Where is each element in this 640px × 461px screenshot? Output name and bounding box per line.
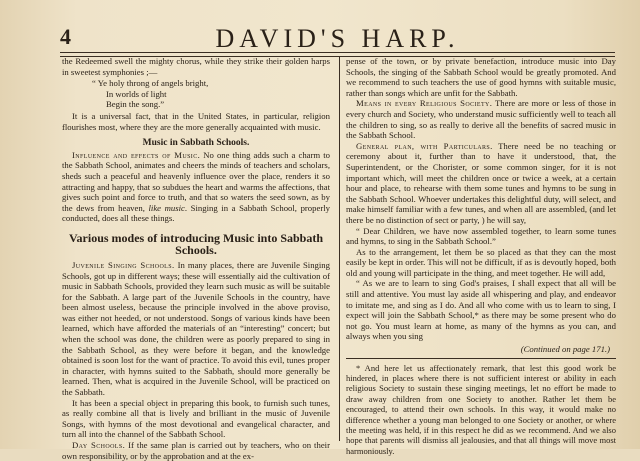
running-title: DAVID'S HARP. [215, 24, 460, 53]
left-column [62, 56, 330, 461]
paragraph: It has been a special object in preparing this book, to furnish such tunes, as really combine all that is lively and brilliant in the music of Juvenile Songs, with hymns of the most devotional and evangelical character, and turn all into the channel of the Sabbath School. [62, 397, 330, 440]
opening-text: the Redeemed swell the mighty chorus, while they strike their golden harps in sweetest symphonies ;— [62, 56, 330, 77]
continued-note: (Continued on page 171.) [520, 344, 610, 355]
verse-line: Begin the song.” [106, 99, 165, 110]
paragraph: Means in every Religious Society. There are more or less of those in every church and Society, who understand music sufficiently well to teach all the children to sing, so as really to derive all the benefits of sacred music in the Sabbath School. [346, 98, 616, 141]
paragraph: Day Schools. If the same plan is carried out by teachers, who on their own responsibility, or by the approbation and at the ex- [62, 440, 330, 461]
paragraph: Juvenile Singing Schools. In many places, there are Juvenile Singing Schools, got up in different ways; these will essentially aid the cultivation of music in Sabbath Schools, provided they learn such music as will be suitable for the Sabbath. A large part of the Juvenile Schools in the country, have been almost useless, because the principle involved in the above proviso, was either not heeded, or not understood. Songs of various kinds have been learned, which have afforded the materials of an “interesting” concert; but when the school was done, the children were as poorly prepared to sing in the Sabbath School, as they were before it began, and the knowledge obtained is soon lost for the want of practice. To avoid this evil, tunes proper in character, with hymns suited to the Sabbath, should more generally be learned. Then, what is acquired in the Juvenile School, will be practiced on the Sabbath. [62, 259, 330, 398]
right-column [346, 56, 616, 456]
paragraph: General plan, with Particulars. There need be no teaching or ceremony about it, further than to have it understood, that, the Superintendent, or the Chorister, or some common singer, for it is not important which, will meet the children once or twice a week, at a certain hour and place, to rehearse with them some tunes and hymns to be sung in the Sabbath School. Whoever undertakes this delightful duty, will select, and make himself familiar with a few tunes, and when all are assembled, (and let there be no distinction of sect or party, ) he will say, [346, 140, 616, 225]
paragraph-lead: General plan, with Particulars. [356, 140, 493, 151]
paragraph-lead: Influence and effects of Music. [72, 149, 201, 160]
page-header [60, 24, 615, 54]
paragraph: As to the arrangement, let them be so placed as that they can the most easily be kept in order. This will not be difficult, if as is devoutly hoped, both old and young will participate in the thing, and meet together. He will add, [346, 246, 616, 278]
paragraph-lead: Day Schools. [72, 440, 126, 450]
paragraph: pense of the town, or by private benefaction, introduce music into Day Schools, the singing of the Sabbath School would be greatly promoted. And we recommend to such teachers the use of good hymns with suitable music, rather than songs which are unfit for the Sabbath. [346, 56, 616, 98]
paragraph-lead: Means in every Religious Society. [356, 98, 493, 109]
paragraph-lead: Juvenile Singing Schools. [72, 259, 175, 270]
verse-quote [62, 78, 330, 110]
section-heading: Music in Sabbath Schools. [142, 138, 250, 149]
paragraph: “ As we are to learn to sing God's praises, I shall expect that all will be still and attentive. You must lay aside all whispering and play, and endeavor to imitate me, and sing as I do. And all who come with us to learn to sing, I expect will join the Sabbath School,* as there may be some present who do not go. You must learn at home, as many of the hymns as you can, and always when you sing [346, 278, 616, 342]
paragraph: “ Dear Children, we have now assembled together, to learn some tunes and hymns, to sing in the Sabbath School.” [346, 225, 616, 247]
footnote-rule [346, 358, 616, 359]
verse-line: “ Ye holy throng of angels bright, [92, 78, 209, 89]
paragraph: It is a universal fact, that in the United States, in particular, religion flourishes most, where they are the more generally acquainted with music. [62, 110, 330, 132]
section-heading: Various modes of introducing Music into Sabbath Schools. [68, 230, 324, 257]
column-divider [339, 56, 340, 441]
verse-line: In worlds of light [106, 88, 167, 99]
page-number: 4 [60, 24, 72, 49]
paragraph: Influence and effects of Music. No one thing adds such a charm to the Sabbath School, animates and cheers the minds of teachers and scholars, sheds such a peaceful and heavenly influence over the place, renders it so attracting and happy, that so subdues the heart and warms the affections, that gives such point and force to truth, and that so waters the seed sown, as by the dews from heaven, like music. Singing in a Sabbath School, properly conducted, does all these things. [62, 149, 330, 224]
footnote: * And here let us affectionately remark, that lest this good work be hindered, in places where there is not sufficient interest or ability in each religious Society to sustain these singing meetings, let no effort be made to draw away children from one Society to another. Rather let them be encouraged, to attend their own schools. In this way, it would make no difference whether a young man belonged to one Society or another, or where the meeting was held, if in this respect he did as we recommend. And we also hope that parents will dismiss all jealousies, and that all things will move most harmoniously. [346, 362, 616, 456]
